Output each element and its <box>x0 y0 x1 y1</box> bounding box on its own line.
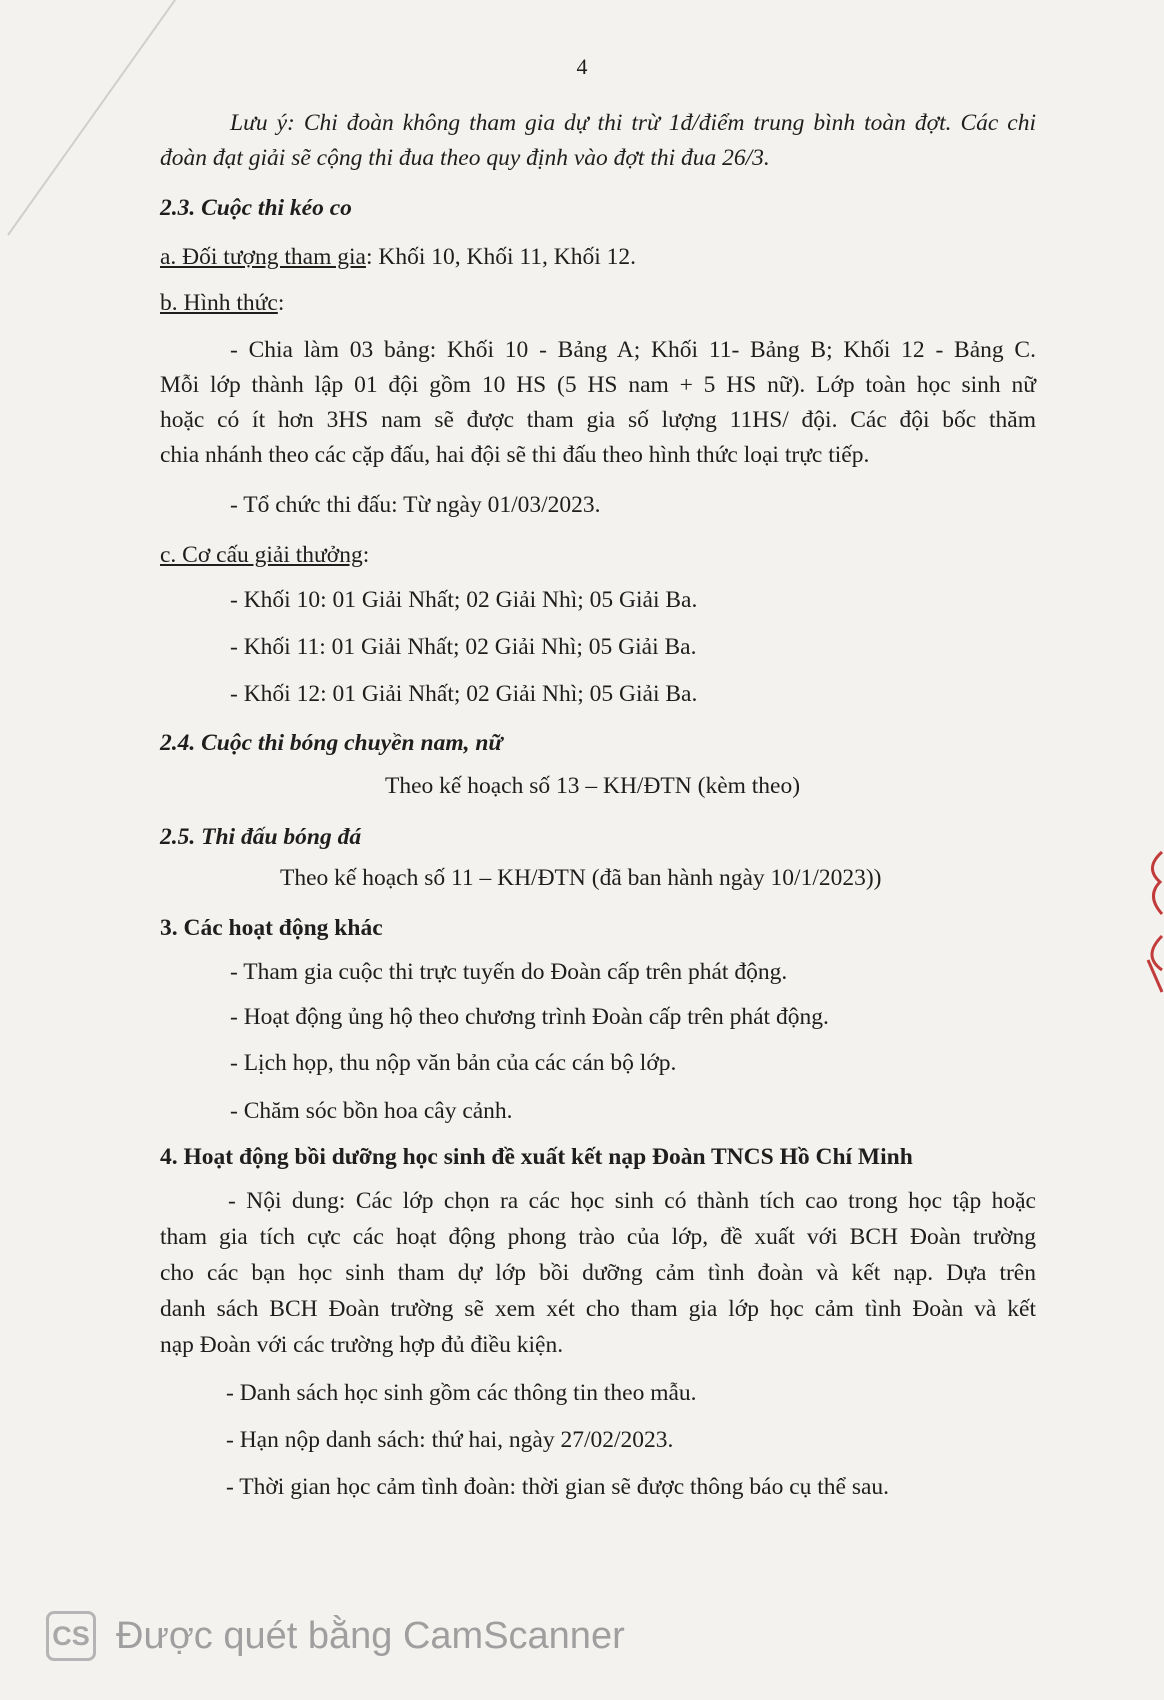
prize-structure-label: c. Cơ cấu giải thưởng <box>160 542 363 568</box>
prize-item-grade-11: - Khối 11: 01 Giải Nhất; 02 Giải Nhì; 05 Giải Ba. <box>230 634 697 660</box>
camscanner-text: Được quét bằng CamScanner <box>116 1614 625 1657</box>
format-para-line-4: chia nhánh theo các cặp đấu, hai đội sẽ thi đấu theo hình thức loại trực tiếp. <box>160 442 870 468</box>
section-3-heading: 3. Các hoạt động khác <box>160 915 383 941</box>
section-4-para-line-4: danh sách BCH Đoàn trường sẽ xem xét cho tham gia lớp học cảm tình Đoàn và kết <box>160 1296 1036 1322</box>
format-label: b. Hình thức <box>160 290 278 316</box>
other-activity-item: - Tham gia cuộc thi trực tuyến do Đoàn cấp trên phát động. <box>230 959 788 985</box>
prize-structure-line <box>160 540 369 570</box>
section-4-item: - Thời gian học cảm tình đoàn: thời gian sẽ được thông báo cụ thể sau. <box>226 1474 890 1500</box>
prize-item-grade-10: - Khối 10: 01 Giải Nhất; 02 Giải Nhì; 05 Giải Ba. <box>230 587 698 613</box>
format-para-line-3: hoặc có ít hơn 3HS nam sẽ được tham gia số lượng 11HS/ đội. Các đội bốc thăm <box>160 407 1036 433</box>
format-line <box>160 288 284 318</box>
section-4-item: - Danh sách học sinh gồm các thông tin theo mẫu. <box>226 1380 697 1406</box>
other-activity-item: - Hoạt động ủng hộ theo chương trình Đoàn cấp trên phát động. <box>230 1004 829 1030</box>
format-colon: : <box>277 290 285 316</box>
competition-date: - Tổ chức thi đấu: Từ ngày 01/03/2023. <box>230 492 601 518</box>
note-line-1: Lưu ý: Chi đoàn không tham gia dự thi trừ 1đ/điểm trung bình toàn đợt. Các chi <box>230 110 1036 136</box>
section-2-5-text: Theo kế hoạch số 11 – KH/ĐTN (đã ban hành ngày 10/1/2023)) <box>280 865 882 891</box>
section-4-para-line-2: tham gia tích cực các hoạt động phong trào của lớp, đề xuất với BCH Đoàn trường <box>160 1224 1036 1250</box>
section-4-heading: 4. Hoạt động bồi dưỡng học sinh đề xuất kết nạp Đoàn TNCS Hồ Chí Minh <box>160 1144 913 1170</box>
participants-value: : Khối 10, Khối 11, Khối 12. <box>365 244 636 270</box>
section-4-para-line-1: - Nội dung: Các lớp chọn ra các học sinh có thành tích cao trong học tập hoặc <box>228 1188 1036 1214</box>
section-2-4-text: Theo kế hoạch số 13 – KH/ĐTN (kèm theo) <box>385 773 801 799</box>
participants-label: a. Đối tượng tham gia <box>160 244 366 270</box>
section-4-para-line-3: cho các bạn học sinh tham dự lớp bồi dưỡng cảm tình đoàn và kết nạp. Dựa trên <box>160 1260 1036 1286</box>
other-activity-item: - Lịch họp, thu nộp văn bản của các cán bộ lớp. <box>230 1050 677 1076</box>
prize-item-grade-12: - Khối 12: 01 Giải Nhất; 02 Giải Nhì; 05 Giải Ba. <box>230 681 698 707</box>
section-2-3-heading: 2.3. Cuộc thi kéo co <box>160 195 352 221</box>
red-seal-fragment-icon <box>1138 930 1164 1000</box>
section-2-5-heading: 2.5. Thi đấu bóng đá <box>160 824 362 850</box>
camscanner-logo-icon: CS <box>46 1611 96 1661</box>
section-2-4-heading: 2.4. Cuộc thi bóng chuyền nam, nữ <box>160 730 503 756</box>
note-line-2: đoàn đạt giải sẽ cộng thi đua theo quy định vào đợt thi đua 26/3. <box>160 145 770 171</box>
other-activity-item: - Chăm sóc bồn hoa cây cảnh. <box>230 1098 513 1124</box>
participants-line <box>160 242 636 272</box>
format-para-line-1: - Chia làm 03 bảng: Khối 10 - Bảng A; Khối 11- Bảng B; Khối 12 - Bảng C. <box>230 337 1036 363</box>
page-number: 4 <box>576 54 588 79</box>
section-4-para-line-5: nạp Đoàn với các trường hợp đủ điều kiện. <box>160 1332 564 1358</box>
prize-structure-colon: : <box>362 542 370 568</box>
red-seal-fragment-icon <box>1138 848 1164 918</box>
section-4-item: - Hạn nộp danh sách: thứ hai, ngày 27/02/2023. <box>226 1427 674 1453</box>
camscanner-watermark <box>46 1608 625 1664</box>
format-para-line-2: Mỗi lớp thành lập 01 đội gồm 10 HS (5 HS nam + 5 HS nữ). Lớp toàn học sinh nữ <box>160 372 1036 398</box>
